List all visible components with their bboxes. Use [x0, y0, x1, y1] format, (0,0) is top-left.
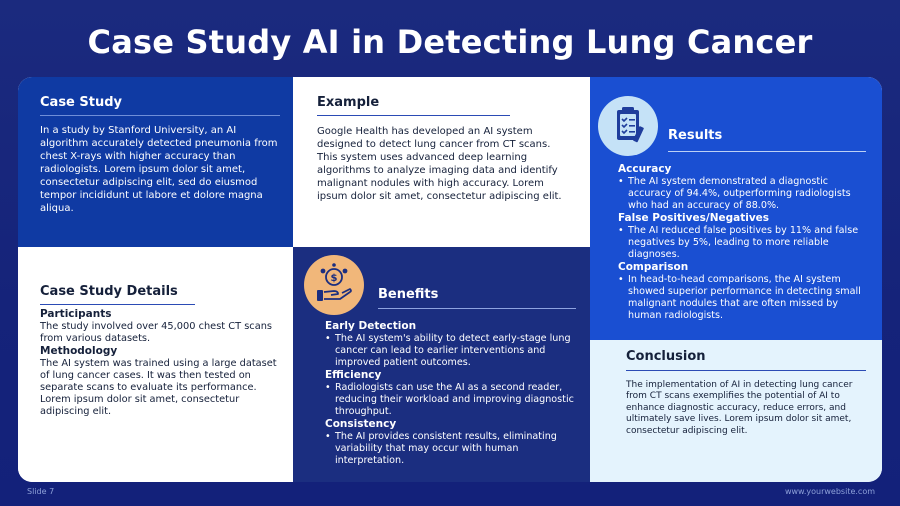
benefit-efficiency-title: Efficiency	[325, 369, 382, 381]
results-divider	[668, 151, 866, 152]
clipboard-check-icon	[598, 96, 658, 156]
methodology-title: Methodology	[40, 345, 118, 357]
website-link[interactable]: www.yourwebsite.com	[784, 487, 875, 496]
details-body	[40, 308, 280, 418]
svg-text:$: $	[330, 273, 338, 284]
results-heading: Results	[668, 128, 723, 143]
benefit-early-title: Early Detection	[325, 320, 417, 332]
conclusion-divider	[626, 370, 866, 371]
details-panel	[18, 247, 293, 482]
participants-text: The study involved over 45,000 chest CT scans from various datasets.	[40, 321, 273, 344]
participants-title: Participants	[40, 308, 112, 320]
results-false-title: False Positives/Negatives	[618, 212, 770, 224]
benefits-panel	[293, 247, 590, 482]
results-body	[618, 163, 870, 322]
benefit-consistency-bullet: • The AI provides consistent results, eliminating variability that may occur with human interpretation.	[325, 431, 575, 467]
results-accuracy-title: Accuracy	[618, 163, 672, 175]
methodology-text: The AI system was trained using a large dataset of lung cancer cases. It was then tested on separate scans to evaluate its performance. Lorem ipsum dolor sit amet, consectetur adipiscing elit.	[40, 358, 277, 417]
conclusion-heading: Conclusion	[626, 349, 706, 364]
example-panel	[293, 77, 590, 247]
details-divider	[40, 304, 195, 305]
case-study-heading: Case Study	[40, 95, 123, 110]
results-accuracy-bullet: • The AI system demonstrated a diagnostic accuracy of 94.4%, outperforming radiologists who had an accuracy of 88.0%.	[618, 176, 870, 212]
case-study-text: In a study by Stanford University, an AI algorithm accurately detected pneumonia from chest X-rays with higher accuracy than radiologists. Lorem ipsum dolor sit amet, consectetur adipiscing elit, sed do eiusmod tempor incididunt ut labore et dolore magna aliqua.	[40, 125, 278, 214]
content-board	[18, 77, 882, 482]
case-study-panel	[18, 77, 293, 247]
results-comparison-bullet: • In head-to-head comparisons, the AI system showed superior performance in detecting small malignant nodules that are often missed by human radiologists.	[618, 274, 870, 322]
benefits-heading: Benefits	[378, 287, 439, 302]
example-divider	[317, 115, 510, 116]
benefit-consistency-title: Consistency	[325, 418, 397, 430]
example-text: Google Health has developed an AI system designed to detect lung cancer from CT scans. This system uses advanced deep learning algorithms to analyze imaging data and identify malignant nodules with high accuracy. Lorem ipsum dolor sit amet, consectetur adipiscing elit.	[317, 126, 562, 202]
slide-title: Case Study AI in Detecting Lung Cancer	[87, 23, 813, 61]
benefits-body	[325, 320, 575, 467]
results-comparison-title: Comparison	[618, 261, 689, 273]
example-heading: Example	[317, 95, 380, 110]
conclusion-panel	[590, 340, 882, 482]
benefits-divider	[378, 308, 576, 309]
results-false-bullet: • The AI reduced false positives by 11% and false negatives by 5%, leading to more reliable diagnoses.	[618, 225, 870, 261]
slide-number: Slide 7	[27, 487, 55, 496]
hand-coins-icon	[304, 255, 364, 315]
conclusion-text: The implementation of AI in detecting lung cancer from CT scans exemplifies the potential of AI to enhance diagnostic accuracy, reduce errors, and ultimately save lives. Lorem ipsum dolor sit amet, consectetur adipiscing elit.	[626, 380, 853, 436]
benefit-early-bullet: • The AI system's ability to detect early-stage lung cancer can lead to earlier interventions and improved patient outcomes.	[325, 333, 575, 369]
benefit-efficiency-bullet: • Radiologists can use the AI as a second reader, reducing their workload and improving diagnostic throughput.	[325, 382, 575, 418]
details-heading: Case Study Details	[40, 284, 178, 299]
case-study-divider	[40, 115, 280, 116]
results-panel	[590, 77, 882, 340]
